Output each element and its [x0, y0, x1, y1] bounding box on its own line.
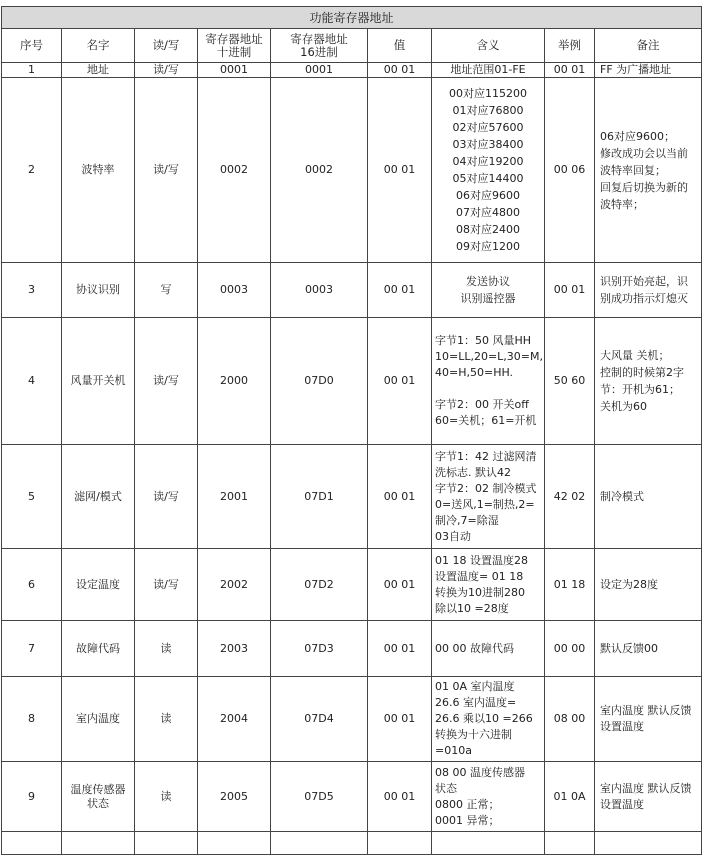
header-meaning: 含义	[432, 29, 545, 63]
cell-example: 00 06	[545, 78, 595, 263]
table-row	[2, 677, 702, 762]
header-note: 备注	[595, 29, 702, 63]
header-dec: 寄存器地址 十进制	[198, 29, 271, 63]
cell-no: 7	[2, 621, 62, 677]
table-row	[2, 78, 702, 263]
table-row	[2, 549, 702, 621]
cell-note: 室内温度 默认反馈设置温度	[595, 677, 702, 762]
empty-cell	[62, 832, 135, 855]
header-value: 值	[368, 29, 432, 63]
cell-note: 设定为28度	[595, 549, 702, 621]
empty-cell	[595, 832, 702, 855]
cell-rw: 读/写	[135, 318, 198, 445]
cell-no: 2	[2, 78, 62, 263]
cell-name: 协议识别	[62, 263, 135, 318]
cell-no: 8	[2, 677, 62, 762]
table-row	[2, 318, 702, 445]
cell-name: 室内温度	[62, 677, 135, 762]
empty-row	[2, 832, 702, 855]
cell-dec: 2002	[198, 549, 271, 621]
cell-hex: 0001	[271, 63, 368, 78]
cell-name: 风量开关机	[62, 318, 135, 445]
cell-name: 温度传感器 状态	[62, 762, 135, 832]
cell-value: 00 01	[368, 762, 432, 832]
cell-meaning: 00对应115200 01对应76800 02对应57600 03对应38400 04对应19200 05对应14400 06对应9600 07对应4800 08对应2400 09对应1200	[432, 78, 545, 263]
cell-meaning: 01 0A 室内温度 26.6 室内温度= 26.6 乘以10 =266 转换为十六进制 =010a	[432, 677, 545, 762]
cell-rw: 读	[135, 621, 198, 677]
header-no: 序号	[2, 29, 62, 63]
cell-dec: 2001	[198, 445, 271, 549]
cell-meaning: 01 18 设置温度28 设置温度= 01 18 转换为10进制280 除以10 =28度	[432, 549, 545, 621]
cell-hex: 07D0	[271, 318, 368, 445]
cell-hex: 07D1	[271, 445, 368, 549]
cell-rw: 读/写	[135, 63, 198, 78]
empty-cell	[368, 832, 432, 855]
cell-no: 5	[2, 445, 62, 549]
table-title: 功能寄存器地址	[2, 7, 702, 29]
table-row	[2, 621, 702, 677]
cell-note: 06对应9600； 修改成功会以当前波特率回复； 回复后切换为新的波特率；	[595, 78, 702, 263]
table-row	[2, 63, 702, 78]
table-row	[2, 263, 702, 318]
cell-example: 00 01	[545, 63, 595, 78]
cell-value: 00 01	[368, 621, 432, 677]
cell-dec: 2003	[198, 621, 271, 677]
cell-value: 00 01	[368, 677, 432, 762]
cell-value: 00 01	[368, 78, 432, 263]
cell-hex: 0002	[271, 78, 368, 263]
cell-rw: 读	[135, 677, 198, 762]
cell-meaning: 字节1：42 过滤网清洗标志. 默认42 字节2：02 制冷模式 0=送风,1=制热,2=制冷,7=除湿 03自动	[432, 445, 545, 549]
cell-example: 00 00	[545, 621, 595, 677]
cell-value: 00 01	[368, 318, 432, 445]
cell-rw: 读/写	[135, 445, 198, 549]
header-name: 名字	[62, 29, 135, 63]
cell-name: 波特率	[62, 78, 135, 263]
cell-example: 00 01	[545, 263, 595, 318]
cell-name: 地址	[62, 63, 135, 78]
cell-name: 滤网/模式	[62, 445, 135, 549]
cell-no: 4	[2, 318, 62, 445]
cell-example: 01 0A	[545, 762, 595, 832]
cell-meaning: 08 00 温度传感器 状态 0800 正常； 0001 异常；	[432, 762, 545, 832]
cell-example: 08 00	[545, 677, 595, 762]
cell-note: 默认反馈00	[595, 621, 702, 677]
cell-dec: 0002	[198, 78, 271, 263]
cell-dec: 2000	[198, 318, 271, 445]
cell-dec: 0003	[198, 263, 271, 318]
cell-no: 1	[2, 63, 62, 78]
header-row	[2, 29, 702, 63]
empty-cell	[198, 832, 271, 855]
cell-example: 01 18	[545, 549, 595, 621]
cell-dec: 0001	[198, 63, 271, 78]
cell-meaning: 字节1：50 风量HH 10=LL,20=L,30=M, 40=H,50=HH. 字节2：00 开关off 60=关机；61=开机	[432, 318, 545, 445]
cell-hex: 07D5	[271, 762, 368, 832]
header-rw: 读/写	[135, 29, 198, 63]
cell-example: 42 02	[545, 445, 595, 549]
cell-note: 制冷模式	[595, 445, 702, 549]
cell-name: 故障代码	[62, 621, 135, 677]
cell-note: 大风量 关机； 控制的时候第2字节：开机为61； 关机为60	[595, 318, 702, 445]
cell-no: 9	[2, 762, 62, 832]
cell-rw: 读/写	[135, 549, 198, 621]
table-row	[2, 762, 702, 832]
cell-rw: 写	[135, 263, 198, 318]
cell-meaning: 发送协议 识别遥控器	[432, 263, 545, 318]
cell-example: 50 60	[545, 318, 595, 445]
empty-cell	[135, 832, 198, 855]
cell-dec: 2004	[198, 677, 271, 762]
cell-hex: 07D3	[271, 621, 368, 677]
header-hex: 寄存器地址 16进制	[271, 29, 368, 63]
table-row	[2, 445, 702, 549]
empty-cell	[2, 832, 62, 855]
cell-name: 设定温度	[62, 549, 135, 621]
empty-cell	[432, 832, 545, 855]
cell-value: 00 01	[368, 63, 432, 78]
empty-cell	[271, 832, 368, 855]
cell-hex: 07D2	[271, 549, 368, 621]
register-table	[1, 6, 702, 855]
cell-hex: 07D4	[271, 677, 368, 762]
cell-note: 识别开始亮起，识别成功指示灯熄灭	[595, 263, 702, 318]
cell-dec: 2005	[198, 762, 271, 832]
empty-cell	[545, 832, 595, 855]
cell-value: 00 01	[368, 445, 432, 549]
cell-rw: 读/写	[135, 78, 198, 263]
cell-note: FF 为广播地址	[595, 63, 702, 78]
cell-value: 00 01	[368, 263, 432, 318]
cell-value: 00 01	[368, 549, 432, 621]
header-example: 举例	[545, 29, 595, 63]
cell-note: 室内温度 默认反馈设置温度	[595, 762, 702, 832]
cell-no: 3	[2, 263, 62, 318]
cell-hex: 0003	[271, 263, 368, 318]
cell-meaning: 地址范围01-FE	[432, 63, 545, 78]
cell-meaning: 00 00 故障代码	[432, 621, 545, 677]
cell-rw: 读	[135, 762, 198, 832]
cell-no: 6	[2, 549, 62, 621]
